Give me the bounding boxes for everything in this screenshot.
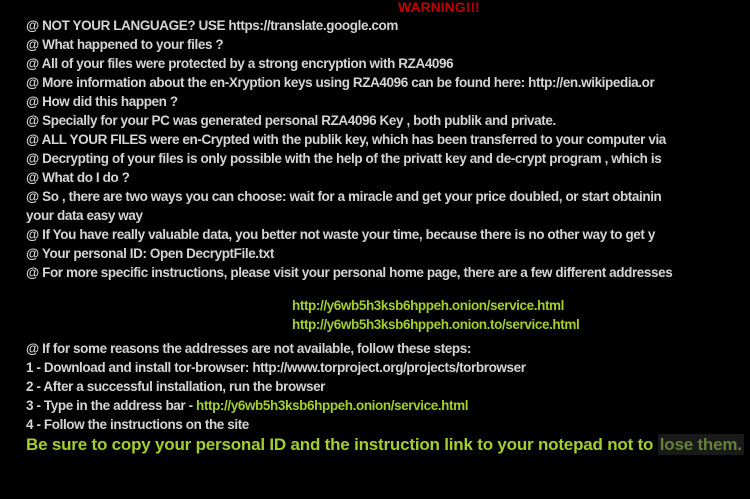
footer-dim-text: lose them.	[659, 435, 742, 454]
step-3-address-bar	[0, 396, 750, 415]
note-line-easy-way: your data easy way	[26, 208, 143, 223]
note-line-files-encrypted: @ ALL YOUR FILES were en-Crypted with the publik key, which has been transferred to your computer via	[26, 132, 666, 147]
note-line-valuable-data: @ If You have really valuable data, you better not waste your time, because there is no other way to get y	[26, 227, 655, 242]
note-line-key-generated: @ Specially for your PC was generated personal RZA4096 Key , both publik and private.	[26, 113, 556, 128]
note-line-home-page: @ For more specific instructions, please visit your personal home page, there are a few different addresses	[26, 265, 673, 280]
note-line-decrypting: @ Decrypting of your files is only possible with the help of the privatt key and de-crypt program , which is	[26, 151, 662, 166]
warning-title: WARNING!!!	[398, 0, 480, 15]
step-3-prefix: 3 - Type in the address bar -	[26, 398, 197, 413]
note-line-how-did-this-happen: @ How did this happen ?	[26, 94, 178, 109]
onion-link-1: http://y6wb5h3ksb6hppeh.onion/service.html	[292, 298, 565, 313]
footer-note	[0, 434, 750, 455]
note-line-more-information: @ More information about the en-Xryption keys using RZA4096 can be found here: http://en.wikipedia.or	[26, 75, 655, 90]
spacer	[0, 282, 750, 296]
step-2-run-browser: 2 - After a successful installation, run the browser	[26, 379, 326, 394]
onion-link-2: http://y6wb5h3ksb6hppeh.onion.to/service.html	[292, 317, 580, 332]
note-line-language: @ NOT YOUR LANGUAGE? USE https://translate.google.com	[26, 18, 398, 33]
ransom-note-body	[0, 16, 750, 455]
note-line-two-ways: @ So , there are two ways you can choose: wait for a miracle and get your price doubled, or start obtainin	[26, 189, 662, 204]
step-4-follow-instructions: 4 - Follow the instructions on the site	[26, 417, 249, 432]
note-line-what-happened: @ What happened to your files ?	[26, 37, 224, 52]
footer-main-text: Be sure to copy your personal ID and the instruction link to your notepad not to	[26, 435, 658, 454]
note-line-personal-id: @ Your personal ID: Open DecryptFile.txt	[26, 246, 274, 261]
note-line-what-do-i-do: @ What do I do ?	[26, 170, 130, 185]
note-line-files-protected: @ All of your files were protected by a strong encryption with RZA4096	[26, 56, 454, 71]
step-1-download-tor: 1 - Download and install tor-browser: http://www.torproject.org/projects/torbrowser	[26, 360, 526, 375]
step-3-onion-link: http://y6wb5h3ksb6hppeh.onion/service.html	[196, 398, 469, 413]
steps-header: @ If for some reasons the addresses are not available, follow these steps:	[26, 341, 471, 356]
